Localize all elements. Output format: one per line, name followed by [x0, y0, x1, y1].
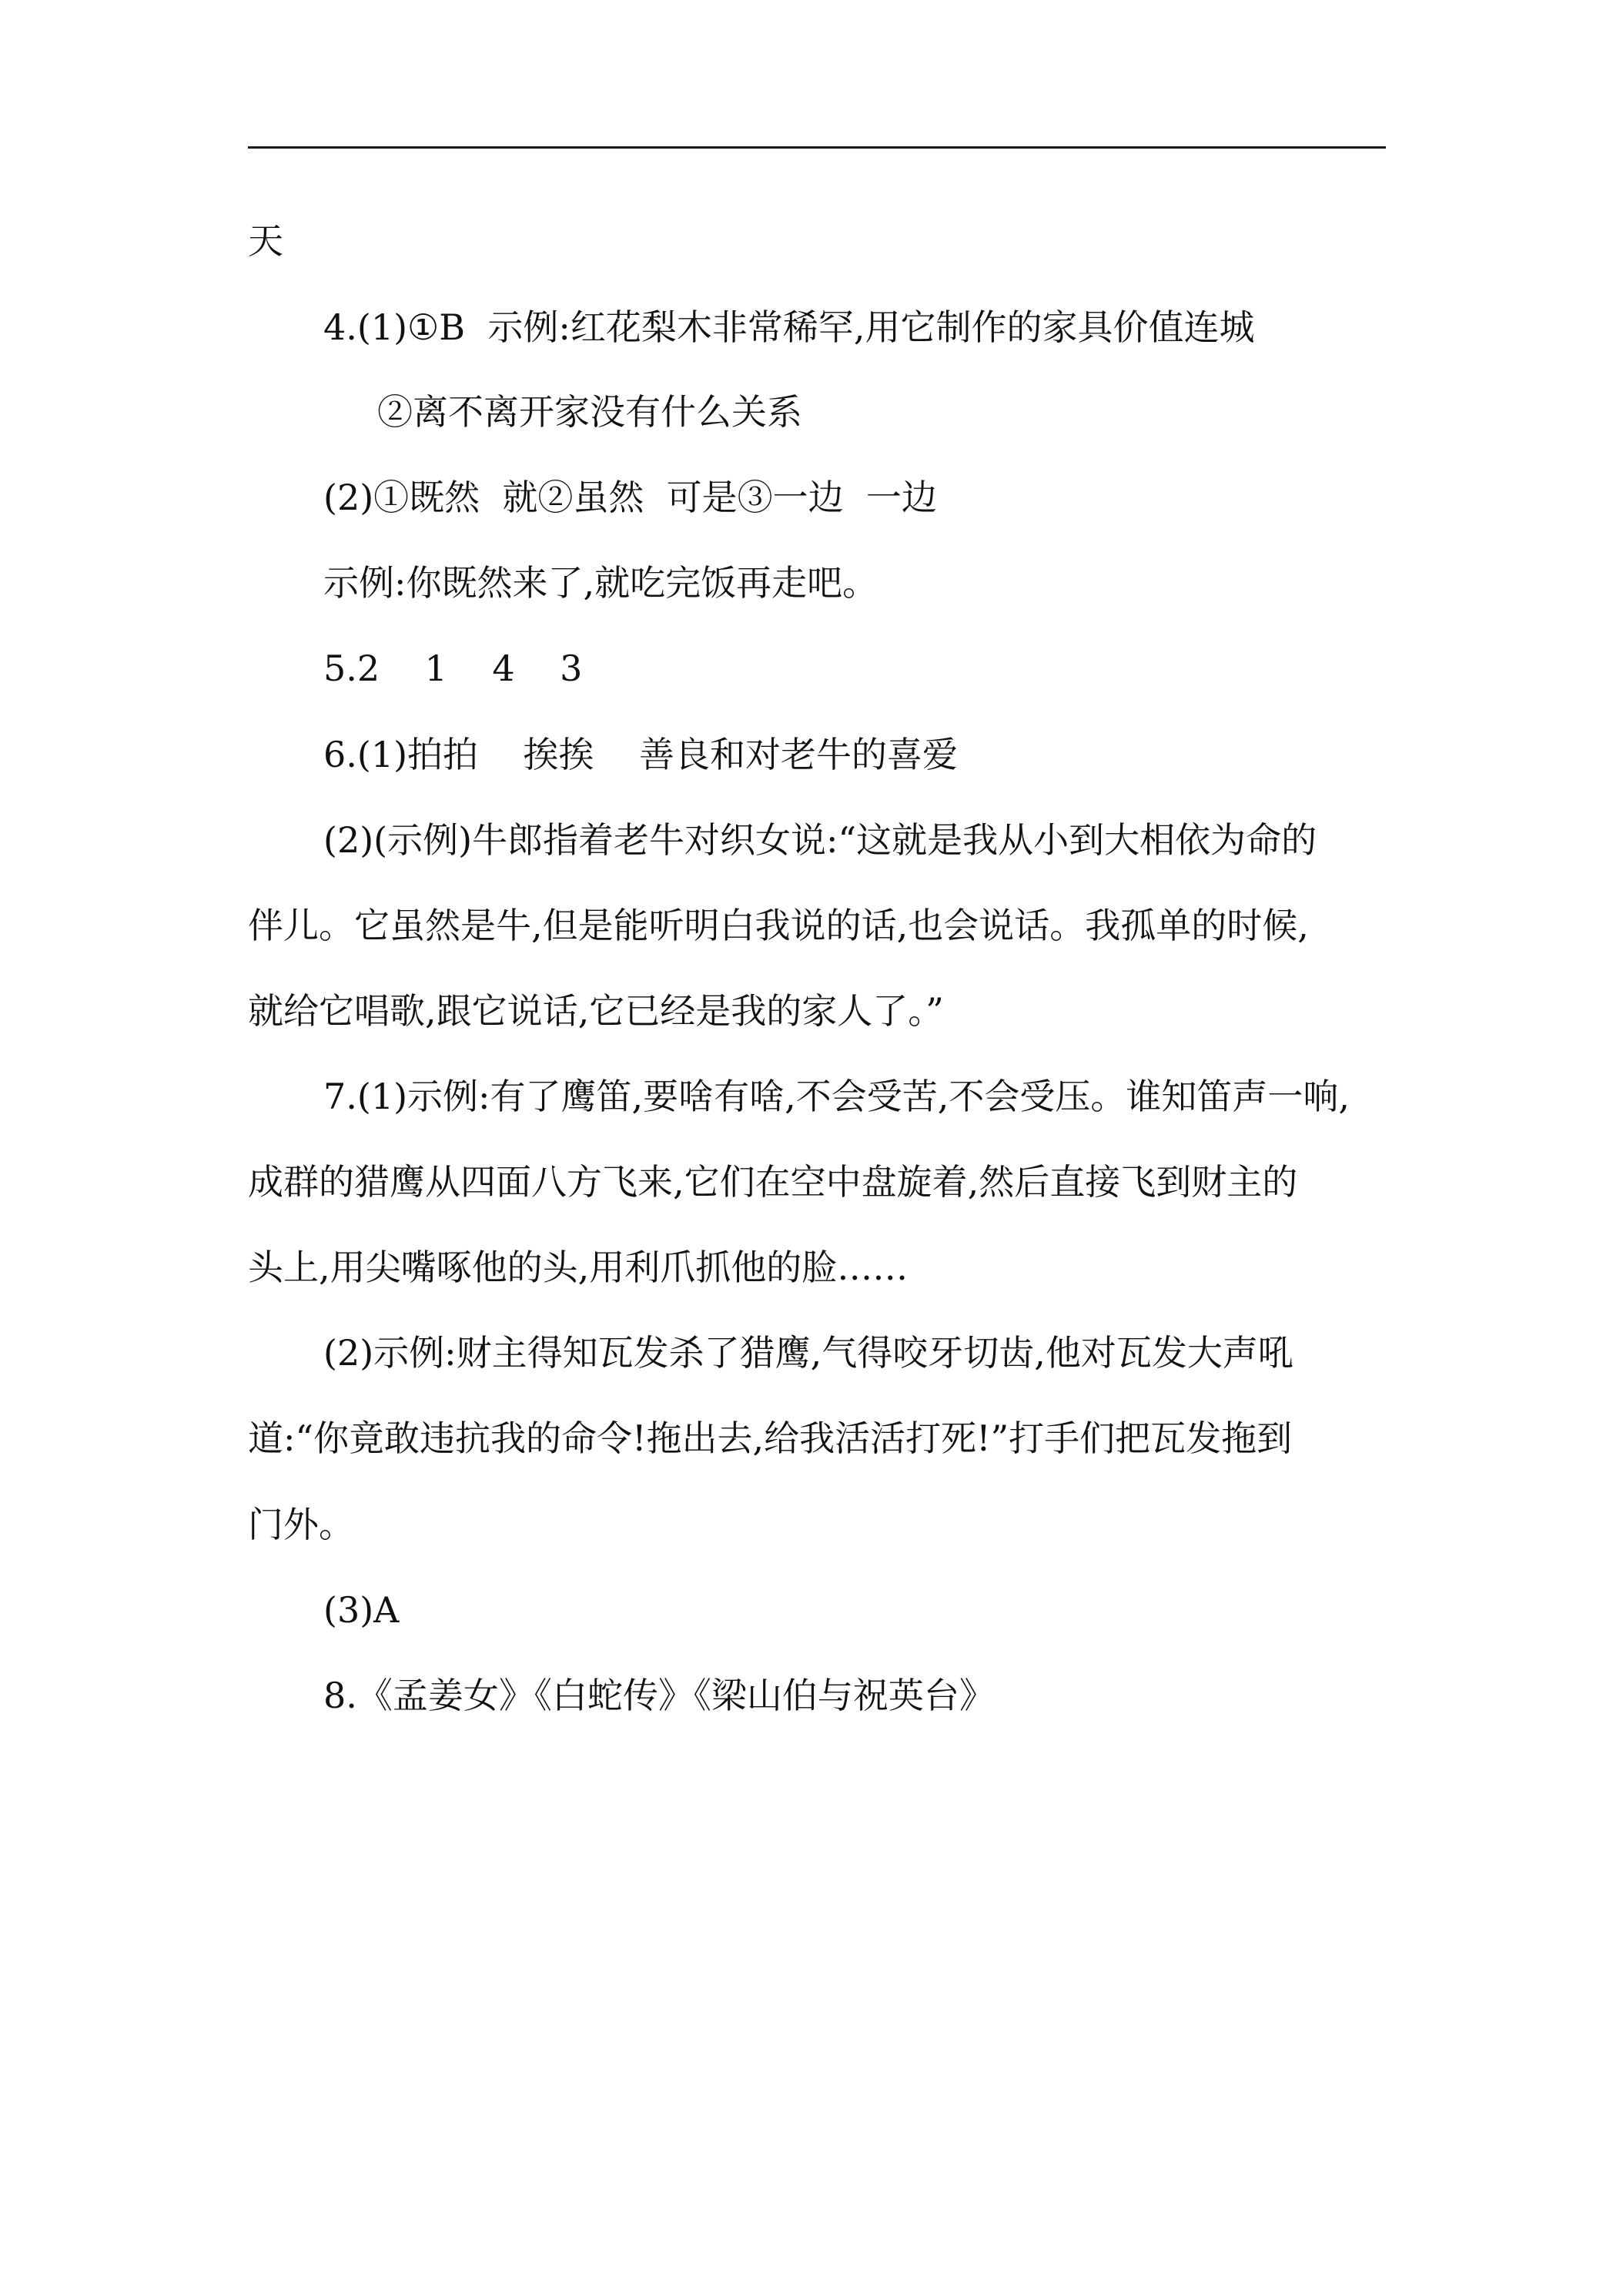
answer-line-12: 成群的猎鹰从四面八方飞来,它们在空中盘旋着,然后直接飞到财主的: [248, 1161, 1298, 1203]
answer-line-15: 道:“你竟敢违抗我的命令!拖出去,给我活活打死!”打手们把瓦发拖到: [248, 1417, 1293, 1459]
header-rule: [248, 146, 1386, 149]
answer-line-16: 门外。: [248, 1504, 354, 1545]
answer-line-13: 头上,用尖嘴啄他的头,用利爪抓他的脸……: [248, 1247, 909, 1288]
answer-line-18: 8.《孟姜女》《白蛇传》《梁山伯与祝英台》: [323, 1675, 995, 1716]
answer-line-10: 就给它唱歌,跟它说话,它已经是我的家人了。”: [248, 990, 944, 1032]
answer-line-6: 5.2 1 4 3: [323, 648, 583, 689]
answer-line-9: 伴儿。它虽然是牛,但是能听明白我说的话,也会说话。我孤单的时候,: [248, 905, 1309, 946]
answer-line-1: 天: [248, 220, 283, 262]
answer-line-8: (2)(示例)牛郎指着老牛对织女说:“这就是我从小到大相依为命的: [323, 819, 1317, 861]
answer-line-3: ②离不离开家没有什么关系: [377, 391, 802, 433]
answer-line-4: (2)①既然 就②虽然 可是③一边 一边: [323, 477, 937, 518]
answer-line-11: 7.(1)示例:有了鹰笛,要啥有啥,不会受苦,不会受压。谁知笛声一响,: [323, 1076, 1350, 1117]
answer-line-17: (3)A: [323, 1589, 400, 1631]
answer-line-5: 示例:你既然来了,就吃完饭再走吧。: [323, 562, 878, 604]
answer-line-7: 6.(1)拍拍 挨挨 善良和对老牛的喜爱: [323, 734, 959, 775]
answer-line-14: (2)示例:财主得知瓦发杀了猎鹰,气得咬牙切齿,他对瓦发大声吼: [323, 1332, 1293, 1374]
answer-line-2: 4.(1)①B 示例:红花梨木非常稀罕,用它制作的家具价值连城: [323, 306, 1255, 348]
